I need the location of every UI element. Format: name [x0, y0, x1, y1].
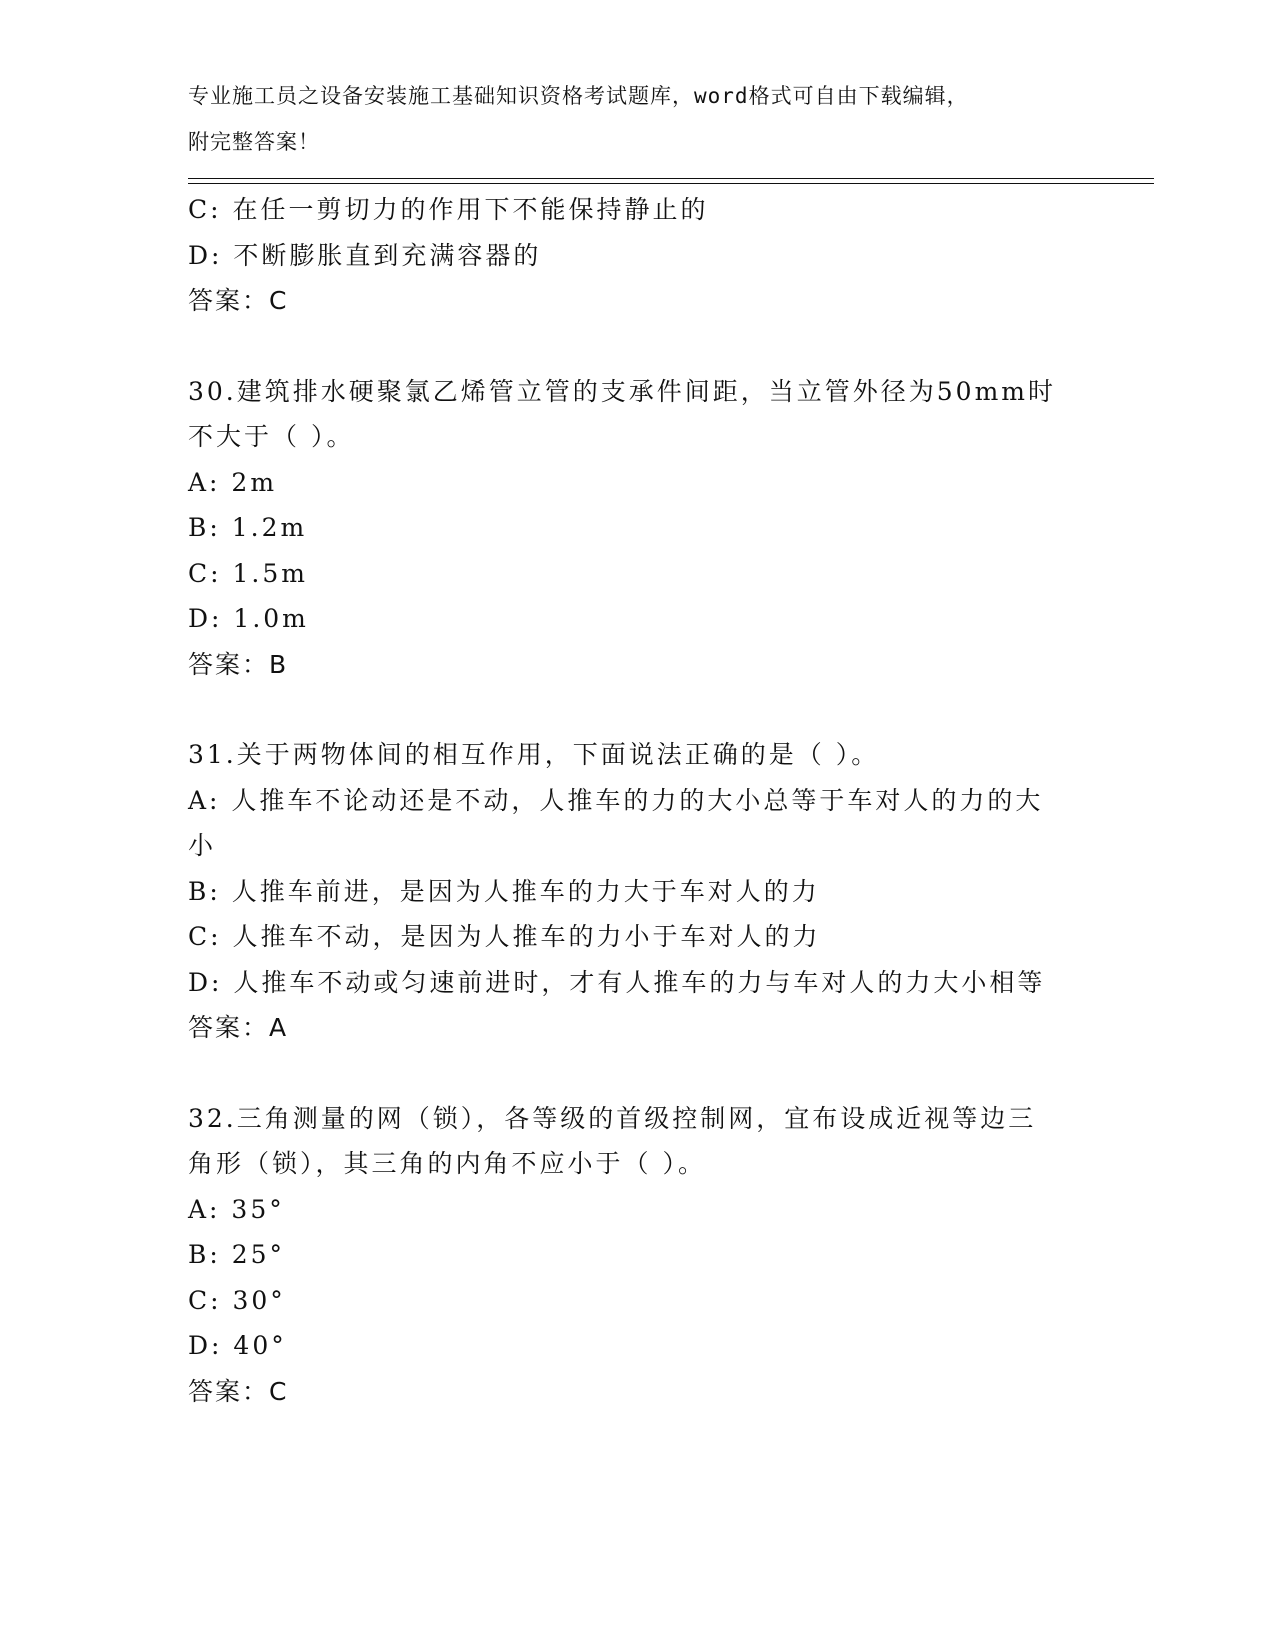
document-header [188, 74, 1088, 165]
option-c: C: 30° [188, 1285, 286, 1315]
header-divider-top [188, 178, 1154, 179]
question-stem-line-1: 30.建筑排水硬聚氯乙烯管立管的支承件间距，当立管外径为50mm时 [188, 376, 1056, 406]
answer-line: 答案：C [188, 286, 289, 315]
option-c: C: 人推车不动，是因为人推车的力小于车对人的力 [188, 922, 821, 951]
spacer [188, 1051, 1088, 1096]
question-stem-line-1: 31.关于两物体间的相互作用，下面说法正确的是（ ）。 [188, 740, 880, 769]
answer-line: 答案：A [188, 1013, 289, 1042]
option-a-line-2: 小 [188, 831, 217, 860]
option-d: D: 不断膨胀直到充满容器的 [188, 240, 542, 270]
answer-line: 答案：B [188, 649, 289, 679]
spacer [188, 324, 1088, 369]
header-divider-bottom [188, 183, 1154, 184]
question-block-32 [188, 1096, 1088, 1415]
question-block-30 [188, 369, 1088, 688]
question-list [188, 187, 1088, 1414]
option-d: D: 1.0m [188, 604, 309, 633]
option-c: C: 在任一剪切力的作用下不能保持静止的 [188, 195, 709, 224]
spacer [188, 687, 1088, 732]
question-stem-line-2: 不大于（ ）。 [188, 422, 355, 451]
question-stem-line-2: 角形（锁），其三角的内角不应小于（ ）。 [188, 1149, 706, 1178]
header-line-2: 附完整答案！ [188, 129, 320, 154]
option-c: C: 1.5m [188, 558, 308, 588]
answer-line: 答案：C [188, 1376, 289, 1406]
option-b: B: 1.2m [188, 513, 308, 542]
question-block-previous [188, 187, 1088, 324]
option-d: D: 40° [188, 1331, 287, 1360]
header-line-1: 专业施工员之设备安装施工基础知识资格考试题库，word格式可自由下载编辑， [188, 84, 969, 108]
option-a: A: 2m [188, 467, 278, 497]
option-b: B: 25° [188, 1240, 286, 1269]
question-block-31 [188, 732, 1088, 1051]
question-stem-line-1: 32.三角测量的网（锁），各等级的首级控制网，宜布设成近视等边三 [188, 1103, 1037, 1133]
option-a: A: 35° [188, 1194, 285, 1224]
option-a-line-1: A: 人推车不论动还是不动，人推车的力的大小总等于车对人的力的大 [188, 785, 1044, 815]
option-b: B: 人推车前进，是因为人推车的力大于车对人的力 [188, 876, 820, 906]
option-d: D: 人推车不动或匀速前进时，才有人推车的力与车对人的力大小相等 [188, 967, 1046, 997]
